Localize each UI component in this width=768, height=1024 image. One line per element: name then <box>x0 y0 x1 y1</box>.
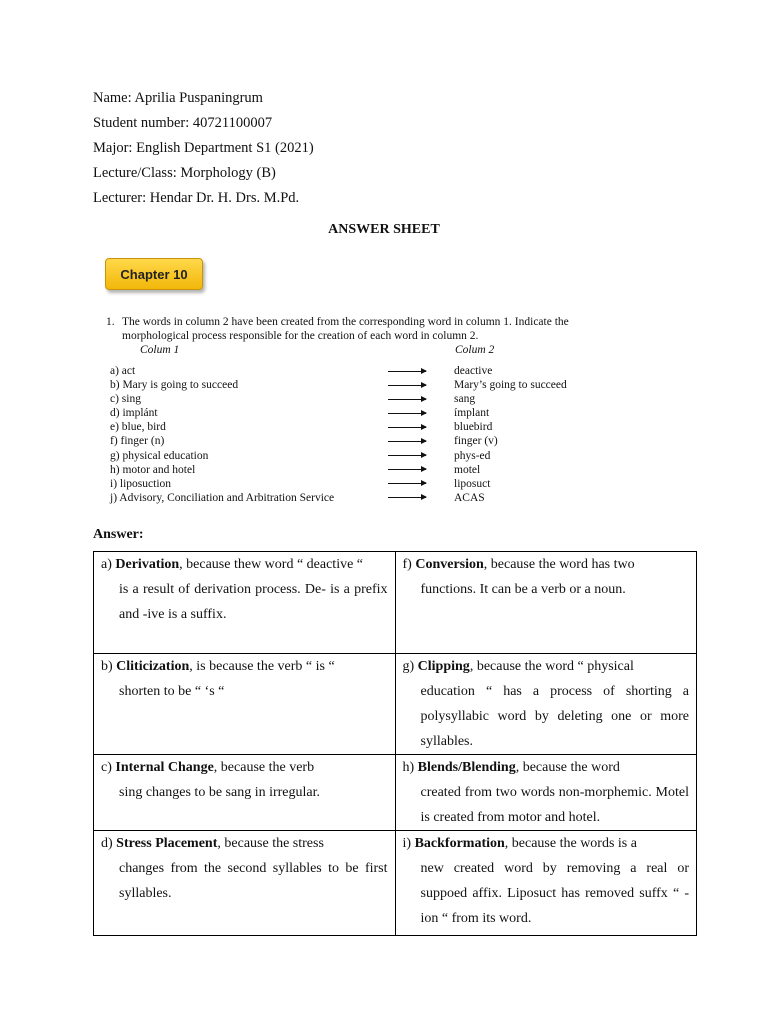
right-arrow-icon <box>388 441 426 442</box>
answer-letter: h) <box>402 760 418 775</box>
answer-term: Stress Placement <box>116 836 218 851</box>
answer-text: shorten to be “ ‘s “ <box>119 684 225 699</box>
answer-text: , because thew word “ deactive “ <box>179 557 364 572</box>
column-2-item: Mary’s going to succeed <box>454 379 567 392</box>
answer-letter: d) <box>101 836 117 851</box>
chapter-badge: Chapter 10 <box>105 258 203 290</box>
answer-table <box>93 551 697 936</box>
column-2-item: sang <box>454 393 476 406</box>
answer-cell-f <box>395 552 697 654</box>
right-arrow-icon <box>388 455 426 456</box>
question <box>106 316 626 343</box>
right-arrow-icon <box>388 385 426 386</box>
column-1-item: a) act <box>110 365 136 377</box>
answer-letter: a) <box>101 557 116 572</box>
answer-letter: f) <box>402 557 416 572</box>
answer-term: Clipping <box>417 659 470 674</box>
answer-term: Blends/Blending <box>417 760 516 775</box>
answer-letter: i) <box>402 836 415 851</box>
answer-text: , because the word has two <box>483 557 635 572</box>
column-1-heading: Colum 1 <box>140 344 180 356</box>
page-title: ANSWER SHEET <box>328 222 440 237</box>
column-2-item: finger (v) <box>454 435 498 448</box>
answer-term: Internal Change <box>115 760 214 775</box>
column-2-item: motel <box>454 463 481 476</box>
answer-cell-b <box>94 654 396 755</box>
answer-cell-g <box>395 654 697 755</box>
answer-text: , because the word <box>515 760 620 775</box>
answer-text: , is because the verb “ is “ <box>189 659 335 674</box>
column-1-item: c) sing <box>110 393 141 406</box>
textbook-excerpt <box>98 252 628 514</box>
answer-cell-i <box>395 831 697 936</box>
column-2-item: bluebird <box>454 421 493 434</box>
question-text: The words in column 2 have been created from the corresponding word in column 1. Indicate the morphological process responsible for the creation of each word in column 2. <box>122 316 569 342</box>
right-arrow-icon <box>388 399 426 400</box>
answer-term: Cliticization <box>116 659 190 674</box>
column-2 <box>454 364 567 505</box>
lecturer: Lecturer: Hendar Dr. H. Drs. M.Pd. <box>93 190 300 206</box>
answer-text: , because the words is a <box>504 836 637 851</box>
answer-cell-c <box>94 755 396 831</box>
table-row <box>94 654 697 755</box>
column-1-item: j) Advisory, Conciliation and Arbitration Service <box>110 491 335 504</box>
right-arrow-icon <box>388 413 426 414</box>
answer-text: , because the verb <box>213 760 315 775</box>
column-1-item: e) blue, bird <box>110 421 166 434</box>
answer-term: Conversion <box>415 557 484 572</box>
column-2-item: deactive <box>454 365 493 377</box>
table-row <box>94 831 697 936</box>
answer-term: Backformation <box>414 836 505 851</box>
answer-cell-d <box>94 831 396 936</box>
column-1-item: d) implánt <box>110 407 158 420</box>
student-major: Major: English Department S1 (2021) <box>93 140 314 156</box>
table-row <box>94 552 697 654</box>
right-arrow-icon <box>388 371 426 372</box>
column-2-item: phys-ed <box>454 449 491 462</box>
table-row <box>94 755 697 831</box>
answer-text: is a result of derivation process. De- is a prefix and -ive is a suffix. <box>119 582 388 622</box>
question-number: 1. <box>106 316 115 328</box>
answer-letter: c) <box>101 760 116 775</box>
answer-text: created from two words non-morphemic. Motel is created from motor and hotel. <box>420 785 689 825</box>
answer-term: Derivation <box>115 557 180 572</box>
student-info <box>93 86 314 211</box>
right-arrow-icon <box>388 497 426 498</box>
column-1-item: g) physical education <box>110 449 209 462</box>
right-arrow-icon <box>388 483 426 484</box>
lecture-class: Lecture/Class: Morphology (B) <box>93 165 276 181</box>
column-2-heading: Colum 2 <box>455 344 495 356</box>
column-1 <box>110 364 334 505</box>
column-2-item: ACAS <box>454 491 485 504</box>
column-1-item: b) Mary is going to succeed <box>110 379 239 392</box>
answer-cell-a <box>94 552 396 654</box>
answer-letter: b) <box>101 659 117 674</box>
answer-cell-h <box>395 755 697 831</box>
answer-text: changes from the second syllables to be first syllables. <box>119 861 388 901</box>
answer-text: , because the word “ physical <box>469 659 634 674</box>
arrow-column <box>388 364 426 505</box>
answer-label: Answer: <box>93 527 144 542</box>
column-2-item: liposuct <box>454 477 491 490</box>
column-2-item: ímplant <box>454 407 490 420</box>
answer-letter: g) <box>402 659 418 674</box>
answer-text: functions. It can be a verb or a noun. <box>420 582 626 597</box>
student-name: Name: Aprilia Puspaningrum <box>93 90 263 106</box>
column-1-item: f) finger (n) <box>110 435 165 448</box>
right-arrow-icon <box>388 469 426 470</box>
right-arrow-icon <box>388 427 426 428</box>
answer-text: new created word by removing a real or suppoed affix. Liposuct has removed suffx “ -ion “ from its word. <box>420 861 689 926</box>
answer-text: education “ has a process of shorting a polysyllabic word by deleting one or more syllables. <box>420 684 689 749</box>
answer-text: sing changes to be sang in irregular. <box>119 785 321 800</box>
column-1-item: h) motor and hotel <box>110 463 196 476</box>
answer-text: , because the stress <box>217 836 324 851</box>
student-number: Student number: 40721100007 <box>93 115 273 131</box>
column-1-item: i) liposuction <box>110 477 172 490</box>
